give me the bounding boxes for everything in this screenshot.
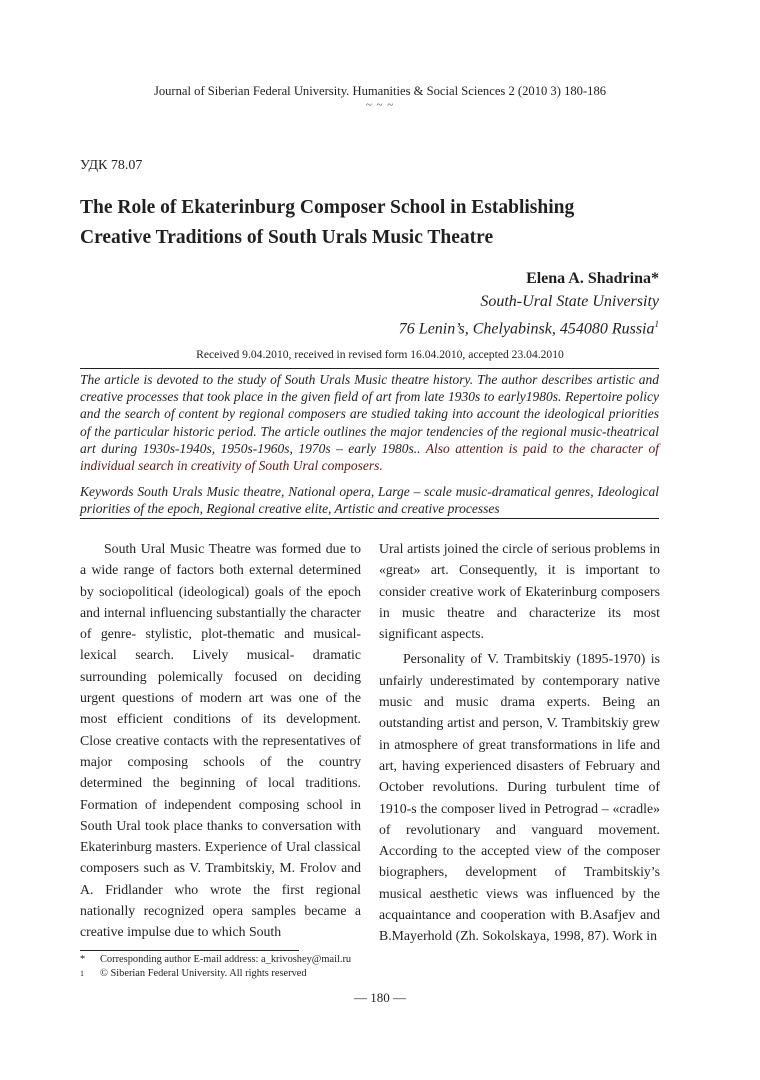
page-number: — 180 — [354, 990, 406, 1005]
author-address [300, 313, 659, 340]
article-title [80, 193, 660, 253]
footnote-text: © Siberian Federal University. All rights reserved [100, 968, 307, 979]
body-paragraph: Personality of V. Trambitskiy (1895-1970) is unfairly underestimated by contemporary native music and music drama experts. Being an outstanding artist and person, V. Trambitskiy grew in atmosphere of great transformations in life and art, having experienced disasters of February and October revolutions. During turbulent time of 1910-s the composer lived in Petrograd – «cradle» of revolutionary and vanguard movement. According to the accepted view of the composer biographers, development of Trambitskiy’s musical aesthetic views was influenced by the acquaintance and cooperation with B.Asafjev and B.Mayerhold (Zh. Sokolskaya, 1998, 87). Work in [379, 651, 660, 944]
footnote-mark: 1 [80, 969, 84, 978]
body-column-left [80, 538, 361, 943]
body-paragraph: Ural artists joined the circle of serious problems in «great» art. Consequently, it is important to consider creative work of Ekaterinburg composers in music theatre and characterize its most significant aspects. [379, 541, 660, 642]
author-address-text: 76 Lenin’s, Chelyabinsk, 454080 Russia [398, 320, 655, 338]
udk-code: УДК 78.07 [80, 158, 143, 173]
author-affiliation: South-Ural State University [480, 293, 659, 310]
abstract-top-rule [80, 368, 659, 369]
header-ornament: ~ ~ ~ [365, 99, 395, 111]
footnote-text: Corresponding author E-mail address: a_krivoshey@mail.ru [100, 954, 352, 965]
footnotes [80, 953, 351, 981]
author-name: Elena A. Shadrina* [526, 270, 659, 287]
footnote [80, 967, 351, 981]
body-column-right [379, 538, 660, 947]
journal-header: Journal of Siberian Federal University. Humanities & Social Sciences 2 (2010 3) 180-186 [153, 84, 607, 98]
title-line-1: The Role of Ekaterinburg Composer School in Establishing [80, 197, 575, 218]
footnote-mark: * [80, 954, 86, 965]
received-dates: Received 9.04.2010, received in revised form 16.04.2010, accepted 23.04.2010 [196, 348, 564, 361]
abstract-main: The article is devoted to the study of South Urals Music theatre history. The author describes artistic and creative processes that took place in the given field of art from late 1930s to early1980s. Repertoire policy and the search of content by regional composers are studied taking into account the ideological priorities of the particular historic period. The article outlines the major tendencies of the regional music-theatrical art during 1930s-1940s, 1950s-1960s, 1970s – early 1980s.. [80, 372, 659, 456]
author-footnote-mark: 1 [654, 319, 659, 329]
keywords: Keywords South Urals Music theatre, National opera, Large – scale music-dramatical genres, Ideological priorities of the epoch, Regional creative elite, Artistic and creative processes [80, 484, 659, 517]
author-block [300, 267, 659, 340]
abstract-highlight: Also attention is paid to the character of individual search in creativity of South Ural composers. [80, 440, 659, 474]
footnote-rule [80, 950, 299, 951]
keywords-bottom-rule [80, 518, 659, 519]
title-line-2: Creative Traditions of South Urals Music Theatre [80, 227, 494, 248]
body-paragraph: South Ural Music Theatre was formed due to a wide range of factors both external determined by sociopolitical (ideological) goals of the epoch and internal influencing substantially the character of genre- stylistic, plot-thematic and musical-lexical search. Lively musical- dramatic surrounding polemically focused on deciding urgent questions of modern art was one of the most efficient conditions of its development. Close creative contacts with the representatives of major composing schools of the country determined the beginning of local traditions. Formation of independent composing school in South Ural took place thanks to conversation with Ekaterinburg masters. Experience of Ural classical composers such as V. Trambitskiy, M. Frolov and A. Fridlander who wrote the first regional nationally recognized opera samples became a creative impulse due to which South [80, 541, 361, 940]
footnote [80, 953, 351, 967]
abstract [80, 371, 659, 474]
